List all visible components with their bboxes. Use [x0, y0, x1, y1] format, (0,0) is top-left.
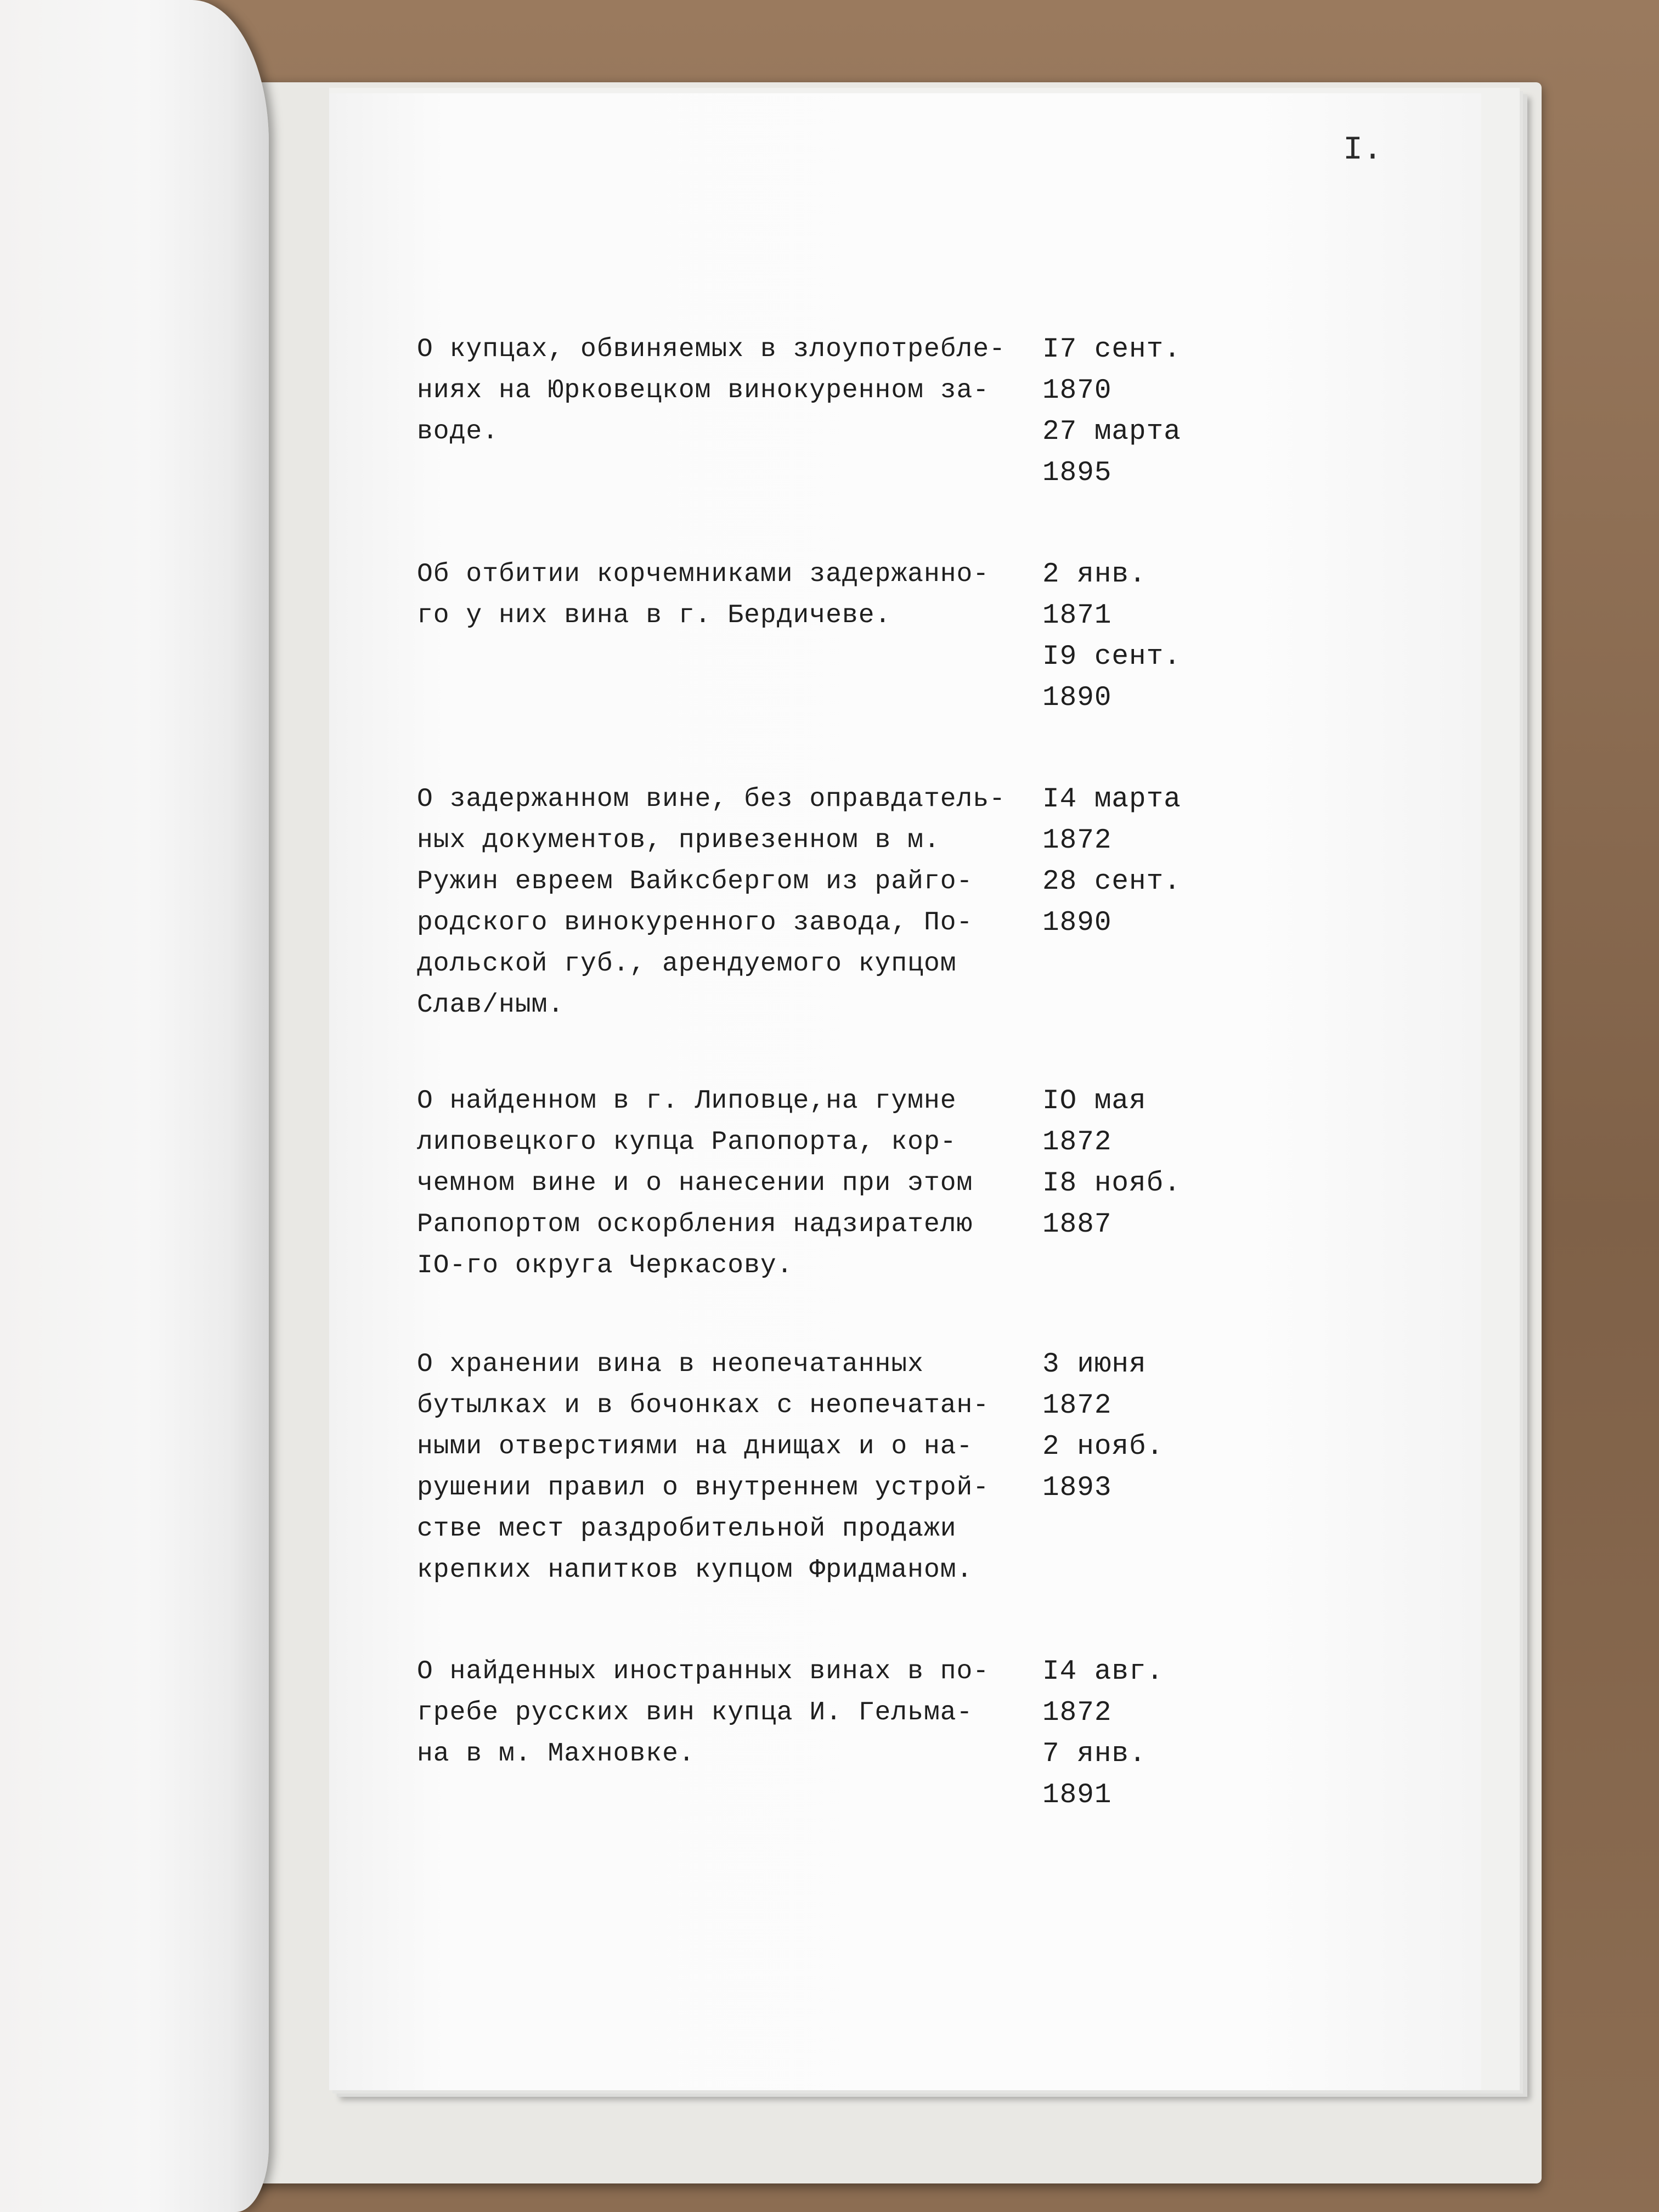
left-page-curl [0, 0, 269, 2212]
start-year: 1870 [1042, 375, 1112, 407]
start-year: 1871 [1042, 600, 1112, 631]
start-date: 2 янв. [1042, 559, 1147, 590]
end-date: I8 нояб. [1042, 1168, 1181, 1199]
end-year: 1887 [1042, 1209, 1112, 1240]
entry-dates [1042, 554, 1262, 719]
entry-dates [1042, 1651, 1262, 1816]
entry-description: О найденном в г. Липовце,на гумне липовецкого купца Рапопорта, кор- чемном вине и о нанесении при этом Рапопортом оскорбления надзирателю IО-го округа Черкасову. [417, 1086, 973, 1280]
entry-dates [1042, 329, 1262, 494]
start-date: I4 марта [1042, 784, 1181, 815]
start-date: 3 июня [1042, 1349, 1147, 1380]
end-date: 28 сент. [1042, 866, 1181, 898]
start-year: 1872 [1042, 825, 1112, 856]
document-page [329, 93, 1481, 2090]
start-date: IO мая [1042, 1086, 1147, 1117]
entry-description: О купцах, обвиняемых в злоупотребле- ниях на Юрковецком винокуренном за- воде. [417, 335, 1006, 447]
start-year: 1872 [1042, 1390, 1112, 1421]
end-year: 1893 [1042, 1472, 1112, 1504]
entry-dates [1042, 1081, 1262, 1245]
end-date: I9 сент. [1042, 641, 1181, 673]
start-year: 1872 [1042, 1127, 1112, 1158]
page-number: I. [1342, 132, 1383, 169]
end-year: 1895 [1042, 458, 1112, 489]
entry-description: О хранении вина в неопечатанных бутылках и в бочонках с неопечатан- ными отверстиями на днищах и о на- рушении правил о внутреннем устрой- стве мест раздробительной продажи крепких напитков купцом Фридманом. [417, 1350, 990, 1585]
end-date: 7 янв. [1042, 1739, 1147, 1770]
entry-description: О задержанном вине, без оправдатель- ных документов, привезенном в м. Ружин евреем Вайксбергом из райго- родского винокуренного завода, По- дольской губ., арендуемого купцом Слав/ным. [417, 785, 1006, 1020]
entry-description: Об отбитии корчемниками задержанно- го у них вина в г. Бердичеве. [417, 560, 990, 630]
entry-description: О найденных иностранных винах в по- гребе русских вин купца И. Гельма- на в м. Махновке. [417, 1657, 990, 1769]
end-year: 1890 [1042, 682, 1112, 714]
end-date: 2 нояб. [1042, 1431, 1164, 1463]
start-date: I7 сент. [1042, 334, 1181, 365]
end-year: 1891 [1042, 1780, 1112, 1811]
start-date: I4 авг. [1042, 1656, 1164, 1688]
entry-dates [1042, 779, 1262, 944]
entry-dates [1042, 1344, 1262, 1509]
end-year: 1890 [1042, 907, 1112, 939]
end-date: 27 марта [1042, 416, 1181, 448]
start-year: 1872 [1042, 1697, 1112, 1729]
